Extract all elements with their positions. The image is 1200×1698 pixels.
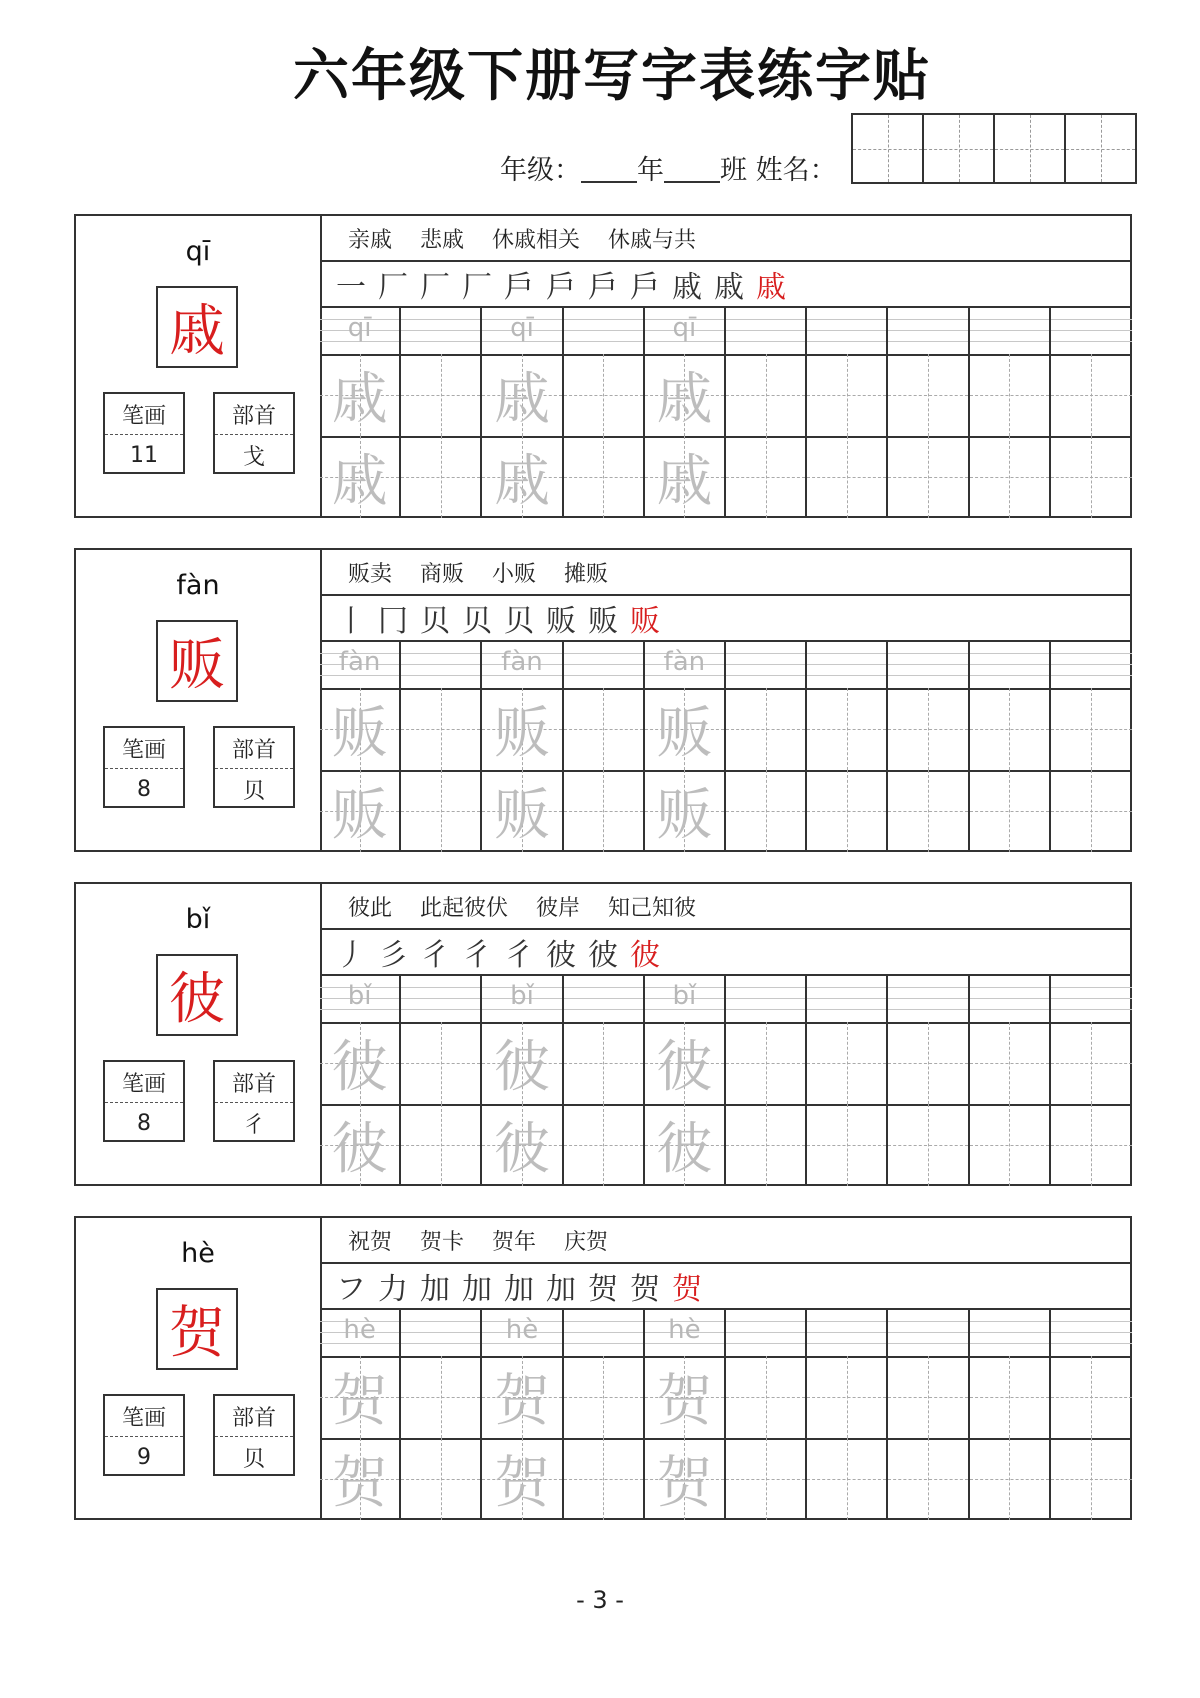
stroke-step: 戚: [672, 270, 702, 305]
stroke-step: 戚: [756, 270, 786, 305]
pinyin-row: [320, 976, 1132, 1024]
writing-cell[interactable]: [482, 1022, 563, 1104]
writing-cell[interactable]: [726, 1438, 807, 1520]
practice-grid: [320, 884, 1132, 1184]
stroke-step: 贩: [546, 604, 576, 639]
word-list: [320, 1218, 1132, 1264]
trace-char: 贩: [656, 701, 713, 766]
writing-cell[interactable]: [807, 436, 888, 518]
stroke-step: 厂: [462, 270, 492, 305]
pinyin-cell[interactable]: [482, 308, 563, 354]
pinyin-cell[interactable]: [888, 642, 969, 688]
pinyin-cell[interactable]: [645, 976, 726, 1022]
writing-cell[interactable]: [564, 770, 645, 852]
writing-cell[interactable]: [970, 688, 1051, 770]
writing-cell[interactable]: [888, 436, 969, 518]
pinyin-cell[interactable]: [564, 976, 645, 1022]
word: 此起彼伏: [420, 895, 509, 921]
writing-cell[interactable]: [401, 688, 482, 770]
char-info-panel: [76, 550, 322, 850]
pinyin-trace: hè: [668, 1315, 701, 1345]
model-char: 彼: [156, 954, 238, 1036]
writing-cell[interactable]: [645, 1022, 726, 1104]
practice-grid: [320, 216, 1132, 516]
trace-char: 戚: [656, 367, 713, 432]
char-section: [74, 214, 1132, 518]
pinyin-cell[interactable]: [888, 1310, 969, 1356]
stroke-order: [320, 596, 1132, 642]
writing-cell[interactable]: [564, 436, 645, 518]
pinyin-trace: fàn: [663, 647, 706, 677]
student-info: [500, 148, 837, 187]
writing-cell[interactable]: [888, 688, 969, 770]
stroke-step: 戶: [504, 270, 534, 305]
pinyin-trace: bǐ: [672, 981, 697, 1011]
word: 小贩: [492, 561, 537, 587]
writing-cell[interactable]: [1051, 1104, 1132, 1186]
radical: 贝: [242, 778, 265, 804]
writing-cell[interactable]: [401, 354, 482, 436]
writing-cell[interactable]: [807, 1022, 888, 1104]
writing-cell[interactable]: [645, 1356, 726, 1438]
stroke-step: 厂: [420, 270, 450, 305]
stroke-order: [320, 262, 1132, 308]
trace-char: 贺: [656, 1369, 713, 1434]
class-blank[interactable]: [664, 157, 720, 183]
stroke-count: 8: [137, 1110, 151, 1136]
writing-cell[interactable]: [970, 770, 1051, 852]
pinyin-cell[interactable]: [1051, 976, 1132, 1022]
pinyin-cell[interactable]: [807, 308, 888, 354]
radical-label: 部首: [215, 394, 293, 435]
pinyin-cell[interactable]: [807, 1310, 888, 1356]
trace-char: 戚: [331, 449, 388, 514]
word: 知己知彼: [608, 895, 697, 921]
model-char: 贩: [156, 620, 238, 702]
trace-char: 贩: [331, 701, 388, 766]
stroke-step: 贺: [630, 1272, 660, 1307]
pinyin-cell[interactable]: [888, 308, 969, 354]
trace-char: 彼: [493, 1035, 550, 1100]
writing-cell[interactable]: [320, 688, 401, 770]
writing-cell[interactable]: [726, 688, 807, 770]
trace-char: 贺: [493, 1451, 550, 1516]
pinyin-cell[interactable]: [401, 308, 482, 354]
pinyin-cell[interactable]: [320, 308, 401, 354]
writing-cell[interactable]: [482, 688, 563, 770]
stroke-step: 丿: [336, 938, 366, 973]
writing-cell[interactable]: [888, 1438, 969, 1520]
stroke-count-box: [103, 392, 185, 474]
pinyin-cell[interactable]: [645, 308, 726, 354]
trace-char: 贺: [493, 1369, 550, 1434]
writing-cell[interactable]: [564, 1104, 645, 1186]
word: 亲戚: [348, 227, 393, 253]
word: 贺卡: [420, 1229, 465, 1255]
writing-row: [320, 354, 1132, 438]
word: 彼此: [348, 895, 393, 921]
radical-label: 部首: [215, 1396, 293, 1437]
year-unit: 年: [637, 155, 664, 186]
name-cell[interactable]: [995, 115, 1066, 182]
trace-char: 贩: [493, 701, 550, 766]
pinyin-cell[interactable]: [1051, 1310, 1132, 1356]
writing-cell[interactable]: [320, 1356, 401, 1438]
writing-cell[interactable]: [401, 1438, 482, 1520]
stroke-step: 贝: [504, 604, 534, 639]
page-title: 六年级下册写字表练字贴: [293, 44, 931, 109]
pinyin-trace: qī: [672, 313, 697, 343]
writing-cell[interactable]: [1051, 770, 1132, 852]
trace-char: 戚: [331, 367, 388, 432]
writing-cell[interactable]: [888, 1356, 969, 1438]
name-cell[interactable]: [1066, 115, 1135, 182]
stroke-step: 厂: [378, 270, 408, 305]
trace-char: 彼: [331, 1035, 388, 1100]
stroke-step: 彼: [546, 938, 576, 973]
word: 贺年: [492, 1229, 537, 1255]
model-char: 贺: [156, 1288, 238, 1370]
class-label: 班: [720, 155, 747, 186]
stroke-step: フ: [336, 1272, 366, 1307]
pinyin-cell[interactable]: [970, 976, 1051, 1022]
radical-box: [213, 1060, 295, 1142]
pinyin-cell[interactable]: [807, 642, 888, 688]
writing-cell[interactable]: [726, 436, 807, 518]
stroke-step: 贩: [588, 604, 618, 639]
pinyin-cell[interactable]: [1051, 308, 1132, 354]
pinyin: hè: [181, 1238, 215, 1269]
stroke-count-box: [103, 1060, 185, 1142]
pinyin-cell[interactable]: [401, 976, 482, 1022]
pinyin-cell[interactable]: [726, 976, 807, 1022]
writing-row: [320, 688, 1132, 772]
stroke-step: 贺: [588, 1272, 618, 1307]
trace-char: 彼: [493, 1117, 550, 1182]
writing-cell[interactable]: [1051, 354, 1132, 436]
char-info-panel: [76, 884, 322, 1184]
stroke-step: 彳: [504, 938, 534, 973]
writing-cell[interactable]: [401, 1022, 482, 1104]
writing-cell[interactable]: [1051, 436, 1132, 518]
writing-cell[interactable]: [320, 1104, 401, 1186]
stroke-step: 戶: [546, 270, 576, 305]
stroke-step: 彼: [588, 938, 618, 973]
stroke-step: 彡: [378, 938, 408, 973]
writing-cell[interactable]: [1051, 1022, 1132, 1104]
pinyin-cell[interactable]: [564, 1310, 645, 1356]
writing-cell[interactable]: [645, 436, 726, 518]
pinyin-trace: bǐ: [347, 981, 372, 1011]
pinyin-cell[interactable]: [645, 642, 726, 688]
writing-cell[interactable]: [320, 1022, 401, 1104]
stroke-step: 加: [504, 1272, 534, 1307]
stroke-step: 贩: [630, 604, 660, 639]
writing-row: [320, 1438, 1132, 1520]
trace-char: 贩: [331, 783, 388, 848]
trace-char: 彼: [656, 1035, 713, 1100]
writing-cell[interactable]: [645, 1104, 726, 1186]
word: 休戚与共: [608, 227, 697, 253]
stroke-count-label: 笔画: [105, 728, 183, 769]
writing-row: [320, 1104, 1132, 1186]
name-cell[interactable]: [924, 115, 995, 182]
word-list: [320, 884, 1132, 930]
pinyin-row: [320, 1310, 1132, 1358]
writing-cell[interactable]: [807, 1104, 888, 1186]
pinyin-cell[interactable]: [726, 1310, 807, 1356]
stroke-count-box: [103, 1394, 185, 1476]
writing-row: [320, 436, 1132, 518]
stroke-step: 加: [420, 1272, 450, 1307]
radical-label: 部首: [215, 1062, 293, 1103]
stroke-step: 丨: [336, 604, 366, 639]
trace-char: 戚: [656, 449, 713, 514]
name-cell[interactable]: [853, 115, 924, 182]
writing-cell[interactable]: [807, 354, 888, 436]
writing-cell[interactable]: [970, 354, 1051, 436]
word: 摊贩: [564, 561, 609, 587]
stroke-order: [320, 1264, 1132, 1310]
writing-cell[interactable]: [1051, 1438, 1132, 1520]
char-section: [74, 548, 1132, 852]
writing-cell[interactable]: [645, 1438, 726, 1520]
writing-cell[interactable]: [564, 1356, 645, 1438]
pinyin-row: [320, 308, 1132, 356]
stroke-step: 彼: [630, 938, 660, 973]
writing-cell[interactable]: [645, 770, 726, 852]
pinyin-trace: hè: [505, 1315, 539, 1345]
grade-blank[interactable]: [581, 157, 637, 183]
stroke-step: 冂: [378, 604, 408, 639]
writing-cell[interactable]: [401, 436, 482, 518]
stroke-count-label: 笔画: [105, 394, 183, 435]
pinyin: fàn: [176, 570, 220, 601]
radical: 戈: [242, 444, 265, 470]
trace-char: 戚: [493, 367, 550, 432]
writing-cell[interactable]: [888, 354, 969, 436]
pinyin-cell[interactable]: [482, 976, 563, 1022]
grade-label: 年级：: [500, 155, 581, 186]
writing-cell[interactable]: [970, 1022, 1051, 1104]
pinyin-trace: fàn: [501, 647, 543, 677]
stroke-step: 贝: [420, 604, 450, 639]
practice-grid: [320, 1218, 1132, 1518]
pinyin-trace: hè: [343, 1315, 376, 1345]
writing-cell[interactable]: [888, 1104, 969, 1186]
pinyin: bǐ: [185, 904, 211, 935]
writing-cell[interactable]: [320, 354, 401, 436]
pinyin-cell[interactable]: [320, 976, 401, 1022]
page-number: - 3 -: [576, 1586, 624, 1614]
word: 悲戚: [420, 227, 465, 253]
radical-box: [213, 1394, 295, 1476]
stroke-step: 戶: [588, 270, 618, 305]
writing-cell[interactable]: [970, 1438, 1051, 1520]
stroke-step: 一: [336, 270, 366, 305]
pinyin-cell[interactable]: [320, 1310, 401, 1356]
word-list: [320, 216, 1132, 262]
writing-cell[interactable]: [726, 1022, 807, 1104]
word: 休戚相关: [492, 227, 581, 253]
writing-cell[interactable]: [401, 1356, 482, 1438]
word: 贩卖: [348, 561, 393, 587]
char-info-panel: [76, 216, 322, 516]
trace-char: 彼: [656, 1117, 713, 1182]
trace-char: 贺: [331, 1369, 388, 1434]
stroke-step: 彳: [420, 938, 450, 973]
model-char: 戚: [156, 286, 238, 368]
char-section: [74, 1216, 1132, 1520]
writing-cell[interactable]: [1051, 688, 1132, 770]
writing-cell[interactable]: [564, 688, 645, 770]
stroke-step: 加: [462, 1272, 492, 1307]
writing-cell[interactable]: [807, 770, 888, 852]
pinyin-trace: bǐ: [510, 981, 534, 1011]
word-list: [320, 550, 1132, 596]
writing-cell[interactable]: [726, 1104, 807, 1186]
stroke-step: 戚: [714, 270, 744, 305]
pinyin-trace: qī: [347, 313, 372, 343]
pinyin-cell[interactable]: [482, 1310, 563, 1356]
writing-cell[interactable]: [645, 354, 726, 436]
writing-cell[interactable]: [888, 770, 969, 852]
pinyin-cell[interactable]: [401, 642, 482, 688]
writing-cell[interactable]: [320, 436, 401, 518]
stroke-step: 彳: [462, 938, 492, 973]
writing-cell[interactable]: [645, 688, 726, 770]
writing-cell[interactable]: [320, 1438, 401, 1520]
writing-cell[interactable]: [726, 770, 807, 852]
pinyin-trace: fàn: [338, 647, 381, 677]
stroke-step: 贝: [462, 604, 492, 639]
stroke-count: 9: [137, 1444, 151, 1470]
pinyin-cell[interactable]: [482, 642, 563, 688]
radical: 贝: [242, 1446, 265, 1472]
writing-cell[interactable]: [1051, 1356, 1132, 1438]
writing-cell[interactable]: [482, 770, 563, 852]
writing-cell[interactable]: [320, 770, 401, 852]
writing-row: [320, 1356, 1132, 1440]
word: 祝贺: [348, 1229, 393, 1255]
stroke-step: 戶: [630, 270, 660, 305]
radical-box: [213, 726, 295, 808]
writing-cell[interactable]: [970, 1356, 1051, 1438]
trace-char: 彼: [331, 1117, 388, 1182]
writing-cell[interactable]: [726, 354, 807, 436]
trace-char: 戚: [493, 449, 550, 514]
practice-grid: [320, 550, 1132, 850]
trace-char: 贺: [656, 1451, 713, 1516]
writing-cell[interactable]: [564, 1022, 645, 1104]
stroke-step: 贺: [672, 1272, 702, 1307]
word: 彼岸: [536, 895, 581, 921]
trace-char: 贩: [656, 783, 713, 848]
writing-cell[interactable]: [807, 1438, 888, 1520]
writing-cell[interactable]: [401, 770, 482, 852]
writing-cell[interactable]: [482, 354, 563, 436]
writing-cell[interactable]: [970, 436, 1051, 518]
writing-cell[interactable]: [482, 1438, 563, 1520]
stroke-step: 加: [546, 1272, 576, 1307]
writing-cell[interactable]: [401, 1104, 482, 1186]
pinyin-cell[interactable]: [564, 642, 645, 688]
pinyin-cell[interactable]: [970, 308, 1051, 354]
pinyin-cell[interactable]: [645, 1310, 726, 1356]
pinyin-cell[interactable]: [726, 308, 807, 354]
writing-row: [320, 770, 1132, 852]
stroke-step: 力: [378, 1272, 408, 1307]
word: 庆贺: [564, 1229, 609, 1255]
pinyin-cell[interactable]: [807, 976, 888, 1022]
writing-cell[interactable]: [726, 1356, 807, 1438]
writing-cell[interactable]: [482, 436, 563, 518]
stroke-count-box: [103, 726, 185, 808]
pinyin-trace: qī: [510, 313, 534, 343]
writing-cell[interactable]: [482, 1104, 563, 1186]
stroke-count-label: 笔画: [105, 1396, 183, 1437]
pinyin-cell[interactable]: [970, 642, 1051, 688]
pinyin-cell[interactable]: [401, 1310, 482, 1356]
writing-cell[interactable]: [482, 1356, 563, 1438]
char-info-panel: [76, 1218, 322, 1518]
writing-cell[interactable]: [888, 1022, 969, 1104]
name-grid[interactable]: [851, 113, 1137, 184]
pinyin-cell[interactable]: [320, 642, 401, 688]
trace-char: 贺: [331, 1451, 388, 1516]
writing-cell[interactable]: [564, 1438, 645, 1520]
word: 商贩: [420, 561, 465, 587]
stroke-count-label: 笔画: [105, 1062, 183, 1103]
radical: 彳: [242, 1112, 265, 1138]
radical-label: 部首: [215, 728, 293, 769]
pinyin: qī: [185, 236, 211, 267]
pinyin-row: [320, 642, 1132, 690]
stroke-order: [320, 930, 1132, 976]
stroke-count: 8: [137, 776, 151, 802]
writing-cell[interactable]: [970, 1104, 1051, 1186]
name-label: 姓名：: [755, 155, 837, 186]
trace-char: 贩: [493, 783, 550, 848]
pinyin-cell[interactable]: [1051, 642, 1132, 688]
char-section: [74, 882, 1132, 1186]
pinyin-cell[interactable]: [564, 308, 645, 354]
pinyin-cell[interactable]: [888, 976, 969, 1022]
stroke-count: 11: [130, 442, 158, 468]
pinyin-cell[interactable]: [726, 642, 807, 688]
radical-box: [213, 392, 295, 474]
writing-cell[interactable]: [564, 354, 645, 436]
writing-row: [320, 1022, 1132, 1106]
pinyin-cell[interactable]: [970, 1310, 1051, 1356]
writing-cell[interactable]: [807, 688, 888, 770]
writing-cell[interactable]: [807, 1356, 888, 1438]
